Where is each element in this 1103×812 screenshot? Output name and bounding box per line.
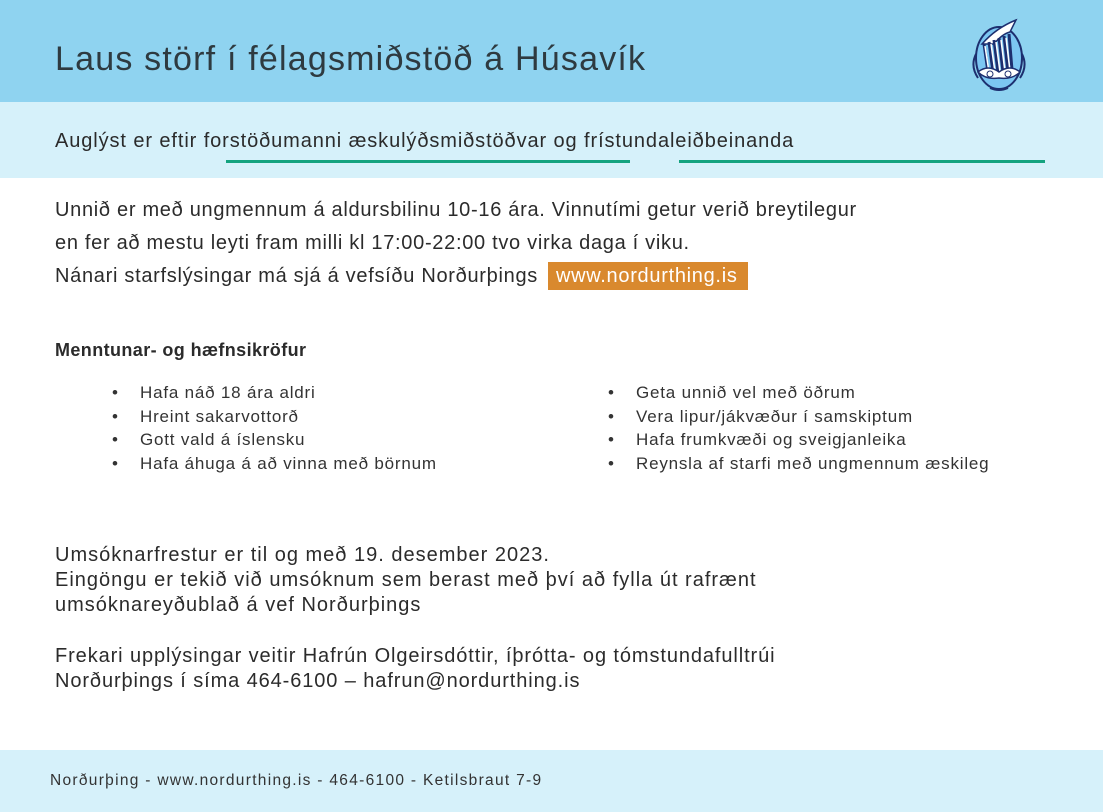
intro-line: en fer að mestu leyti fram milli kl 17:00-22:00 tvo virka daga í viku. [55,232,690,254]
position-fristundaleidbeinandi: frístundaleiðbeinanda [584,130,795,152]
intro-line-website [55,260,1075,293]
contact-paragraph [55,644,775,694]
requirements-heading: Menntunar- og hæfnsikröfur [55,340,307,360]
list-item: • Hreint sakarvottorð [112,405,437,429]
list-item: • Vera lipur/jákvæður í samskiptum [608,405,989,429]
deadline-paragraph [55,543,757,618]
position-forstodumadur: forstöðumanni æskulýðsmiðstöðvar [203,130,548,152]
contact-line: Frekari upplýsingar veitir Hafrún Olgeirsdóttir, íþrótta- og tómstundafulltrúi [55,645,776,667]
deadline-line: Umsóknarfrestur er til og með 19. desember 2023. [55,544,550,566]
page-title: Laus störf í félagsmiðstöð á Húsavík [55,40,647,78]
list-item: • Hafa náð 18 ára aldri [112,381,437,405]
contact-line: Norðurþings í síma 464-6100 – hafrun@nordurthing.is [55,670,581,692]
requirements-list-right [608,381,989,475]
subtitle-prefix: Auglýst er eftir [55,130,204,152]
website-link[interactable]: www.nordurthing.is [548,262,748,290]
list-item: • Hafa frumkvæði og sveigjanleika [608,428,989,452]
list-item: • Reynsla af starfi með ungmennum æskileg [608,452,989,476]
list-item: • Gott vald á íslensku [112,428,437,452]
footer-text: Norðurþing - www.nordurthing.is - 464-6100 - Ketilsbraut 7-9 [50,772,543,789]
position-1-underline [226,160,630,163]
list-item: • Hafa áhuga á að vinna með börnum [112,452,437,476]
subtitle [55,130,794,153]
intro-line: Nánari starfslýsingar má sjá á vefsíðu Norðurþings [55,265,538,287]
nordurthing-crest-icon [966,14,1032,94]
deadline-line: Eingöngu er tekið við umsóknum sem berast með því að fylla út rafrænt [55,569,757,591]
requirements-list-left [112,381,437,475]
deadline-line: umsóknareyðublað á vef Norðurþings [55,594,422,616]
intro-line: Unnið er með ungmennum á aldursbilinu 10-16 ára. Vinnutími getur verið breytilegur [55,199,857,221]
list-item: • Geta unnið vel með öðrum [608,381,989,405]
intro-paragraph [55,194,1075,293]
subtitle-conjunction: og [547,130,585,152]
position-2-underline [679,160,1045,163]
